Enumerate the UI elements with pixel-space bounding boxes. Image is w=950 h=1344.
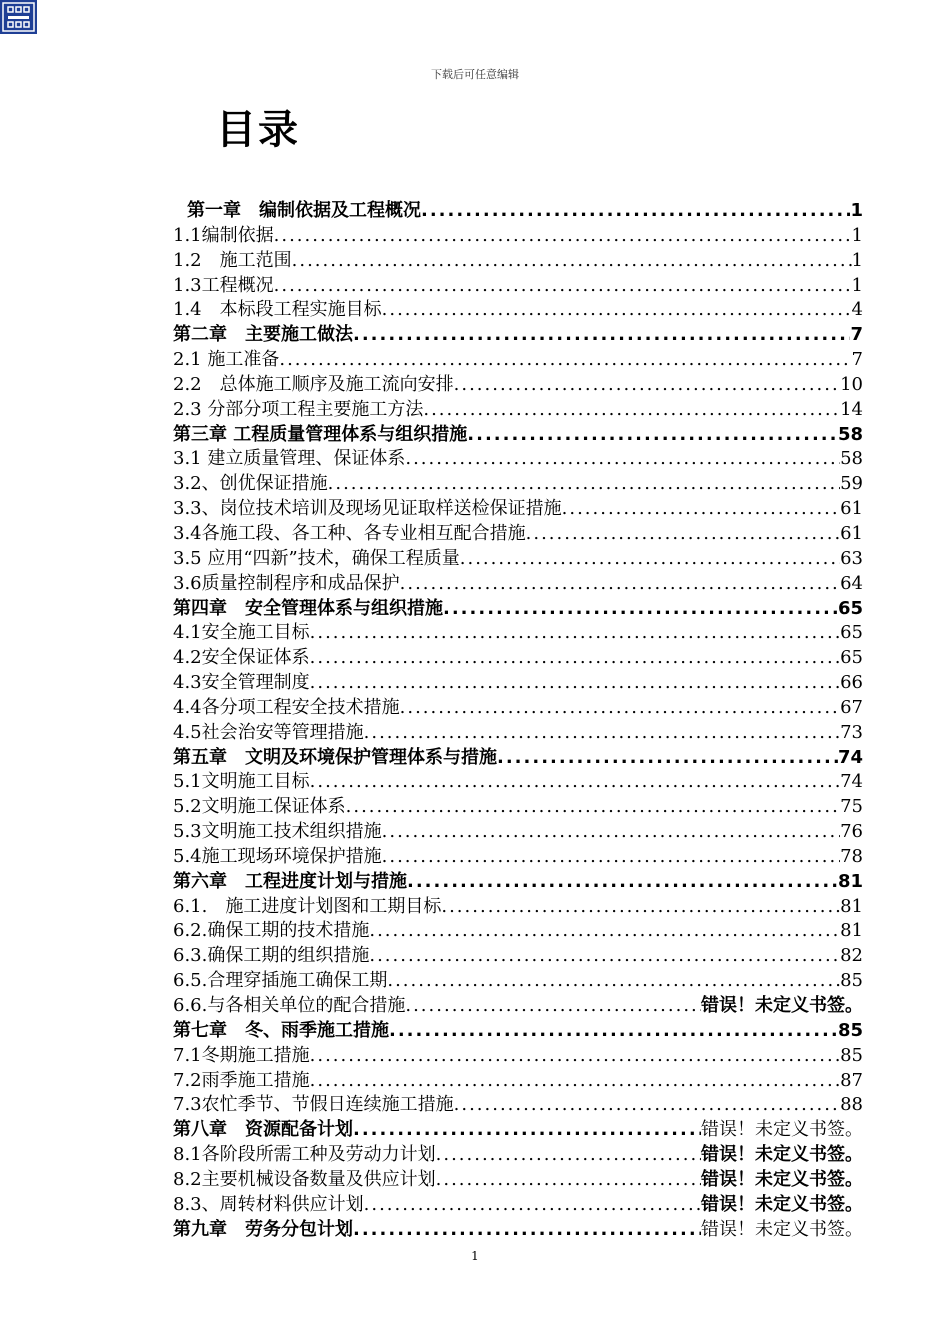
toc-entry-label: 5.3文明施工技术组织措施: [173, 821, 382, 843]
toc-section-entry[interactable]: [173, 348, 863, 373]
toc-leader-dots: [526, 522, 840, 547]
toc-entry-label: 1.1编制依据: [173, 224, 274, 246]
toc-entry-page: 88: [840, 1094, 863, 1116]
toc-entry-label: 第七章 冬、雨季施工措施: [173, 1019, 389, 1041]
toc-leader-dots: [405, 447, 840, 472]
toc-entry-page: 65: [840, 647, 863, 669]
toc-entry-page: 81: [837, 870, 863, 892]
toc-entry-page: 错误！未定义书签。: [701, 1119, 863, 1141]
toc-entry-page: 63: [840, 547, 863, 569]
toc-leader-dots: [400, 572, 840, 597]
toc-entry-label: 3.1 建立质量管理、保证体系: [173, 448, 406, 470]
toc-entry-label: 3.5 应用“四新”技术，确保工程质量: [173, 547, 460, 569]
toc-leader-dots: [436, 1143, 701, 1168]
toc-entry-label: 3.3、岗位技术培训及现场见证取样送检保证措施: [173, 498, 562, 520]
toc-entry-label: 4.3安全管理制度: [173, 672, 310, 694]
toc-leader-dots: [382, 820, 840, 845]
toc-entry-label: 1.2 施工范围: [173, 249, 292, 271]
toc-leader-dots: [369, 944, 840, 969]
toc-section-entry[interactable]: [173, 522, 863, 547]
toc-chapter-entry[interactable]: [173, 323, 863, 348]
toc-leader-dots: [460, 547, 840, 572]
toc-entry-label: 4.5社会治安等管理措施: [173, 721, 364, 743]
toc-section-entry[interactable]: [173, 274, 863, 299]
toc-entry-page: 67: [840, 696, 863, 718]
toc-chapter-entry[interactable]: [173, 1019, 863, 1044]
toc-leader-dots: [382, 845, 840, 870]
toc-entry-label: 5.2文明施工保证体系: [173, 796, 346, 818]
toc-entry-page: 14: [840, 398, 863, 420]
toc-leader-dots: [310, 646, 840, 671]
toc-leader-dots: [467, 423, 838, 448]
toc-leader-dots: [353, 1118, 701, 1143]
toc-entry-page: 64: [840, 572, 863, 594]
toc-entry-page: 78: [840, 845, 863, 867]
toc-entry-page: 1: [851, 249, 863, 271]
page-title: 目录: [216, 107, 300, 153]
toc-entry-page: 85: [840, 1044, 863, 1066]
table-of-contents: [173, 199, 863, 1242]
toc-entry-page: 75: [840, 796, 863, 818]
toc-entry-label: 2.3 分部分项工程主要施工方法: [173, 398, 424, 420]
toc-entry-label: 7.1冬期施工措施: [173, 1044, 310, 1066]
toc-entry-page: 87: [840, 1069, 863, 1091]
toc-entry-page: 1: [851, 274, 863, 296]
toc-entry-page: 73: [840, 721, 863, 743]
toc-leader-dots: [421, 199, 850, 224]
toc-entry-label: 第四章 安全管理体系与组织措施: [173, 597, 443, 619]
toc-section-entry[interactable]: [173, 944, 863, 969]
page-number: 1: [471, 1249, 479, 1263]
toc-entry-label: 5.1文明施工目标: [173, 771, 310, 793]
toc-entry-page: 错误！未定义书签。: [701, 1193, 863, 1215]
toc-entry-label: 8.2主要机械设备数量及供应计划: [173, 1168, 436, 1190]
toc-entry-label: 6.3.确保工期的组织措施: [173, 945, 370, 967]
toc-entry-page: 74: [840, 771, 863, 793]
toc-entry-label: 第六章 工程进度计划与措施: [173, 870, 407, 892]
toc-entry-label: 第一章 编制依据及工程概况: [187, 200, 421, 221]
toc-entry-page: 65: [837, 597, 863, 619]
toc-leader-dots: [497, 746, 838, 771]
toc-section-entry[interactable]: [173, 994, 863, 1019]
toc-entry-page: 59: [840, 473, 863, 495]
toc-section-entry[interactable]: [173, 1193, 863, 1218]
toc-entry-page: 66: [840, 672, 863, 694]
toc-entry-label: 4.4各分项工程安全技术措施: [173, 696, 400, 718]
toc-section-entry[interactable]: [173, 249, 863, 274]
toc-leader-dots: [387, 969, 840, 994]
toc-entry-label: 3.4各施工段、各工种、各专业相互配合措施: [173, 522, 526, 544]
toc-entry-label: 第二章 主要施工做法: [173, 324, 353, 346]
toc-section-entry[interactable]: [173, 696, 863, 721]
company-logo-icon: [0, 0, 37, 34]
toc-entry-label: 第九章 劳务分包计划: [173, 1218, 353, 1240]
toc-leader-dots: [562, 497, 840, 522]
toc-entry-label: 2.2 总体施工顺序及施工流向安排: [173, 373, 454, 395]
toc-leader-dots: [443, 597, 838, 622]
toc-leader-dots: [292, 249, 852, 274]
toc-leader-dots: [310, 621, 840, 646]
toc-entry-label: 1.4 本标段工程实施目标: [173, 299, 382, 321]
toc-chapter-entry[interactable]: [173, 597, 863, 622]
toc-chapter-entry[interactable]: [173, 423, 863, 448]
toc-section-entry[interactable]: [173, 671, 863, 696]
toc-entry-page: 4: [851, 299, 863, 321]
toc-entry-label: 6.5.合理穿插施工确保工期: [173, 970, 388, 992]
toc-entry-page: 错误！未定义书签。: [701, 1218, 863, 1240]
toc-section-entry[interactable]: [173, 1143, 863, 1168]
toc-entry-page: 58: [837, 423, 863, 445]
toc-leader-dots: [407, 870, 838, 895]
toc-entry-label: 第五章 文明及环境保护管理体系与措施: [173, 746, 497, 768]
toc-chapter-entry[interactable]: [173, 1118, 863, 1143]
toc-entry-page: 81: [840, 895, 863, 917]
toc-leader-dots: [279, 348, 851, 373]
toc-entry-label: 6.1. 施工进度计划图和工期目标: [173, 895, 442, 917]
toc-entry-page: 7: [850, 324, 863, 346]
toc-chapter-entry[interactable]: [173, 199, 863, 224]
toc-section-entry[interactable]: [173, 969, 863, 994]
toc-entry-label: 3.2、创优保证措施: [173, 473, 328, 495]
toc-entry-page: 82: [840, 945, 863, 967]
toc-leader-dots: [400, 696, 840, 721]
toc-section-entry[interactable]: [173, 770, 863, 795]
toc-leader-dots: [364, 721, 840, 746]
toc-entry-label: 第八章 资源配备计划: [173, 1119, 353, 1141]
toc-entry-label: 8.3、周转材料供应计划: [173, 1193, 364, 1215]
toc-leader-dots: [436, 1168, 701, 1193]
toc-entry-label: 4.2安全保证体系: [173, 647, 310, 669]
toc-section-entry[interactable]: [173, 795, 863, 820]
toc-leader-dots: [328, 472, 840, 497]
toc-section-entry[interactable]: [173, 895, 863, 920]
toc-entry-label: 6.6.与各相关单位的配合措施: [173, 995, 406, 1016]
toc-leader-dots: [382, 298, 852, 323]
toc-leader-dots: [423, 398, 840, 423]
toc-entry-page: 7: [851, 349, 863, 371]
toc-entry-page: 65: [840, 622, 863, 644]
toc-entry-label: 5.4施工现场环境保护措施: [173, 845, 382, 867]
toc-entry-label: 7.3农忙季节、节假日连续施工措施: [173, 1094, 454, 1116]
toc-leader-dots: [346, 795, 840, 820]
toc-leader-dots: [310, 770, 840, 795]
toc-entry-label: 7.2雨季施工措施: [173, 1069, 310, 1091]
toc-section-entry[interactable]: [173, 398, 863, 423]
toc-chapter-entry[interactable]: [173, 1218, 863, 1243]
toc-leader-dots: [389, 1019, 838, 1044]
toc-entry-page: 错误！未定义书签。: [701, 995, 863, 1016]
toc-leader-dots: [454, 1093, 840, 1118]
toc-entry-label: 4.1安全施工目标: [173, 622, 310, 644]
toc-section-entry[interactable]: [173, 621, 863, 646]
toc-section-entry[interactable]: [173, 1069, 863, 1094]
toc-section-entry[interactable]: [173, 1044, 863, 1069]
toc-section-entry[interactable]: [173, 721, 863, 746]
toc-leader-dots: [310, 1044, 840, 1069]
toc-entry-label: 第三章 工程质量管理体系与组织措施: [173, 423, 468, 445]
toc-section-entry[interactable]: [173, 373, 863, 398]
toc-section-entry[interactable]: [173, 572, 863, 597]
toc-leader-dots: [310, 671, 840, 696]
toc-entry-label: 6.2.确保工期的技术措施: [173, 920, 370, 942]
toc-entry-page: 错误！未定义书签。: [701, 1168, 863, 1190]
toc-section-entry[interactable]: [173, 447, 863, 472]
toc-leader-dots: [405, 994, 701, 1019]
toc-leader-dots: [364, 1193, 701, 1218]
toc-section-entry[interactable]: [173, 472, 863, 497]
toc-entry-page: 61: [840, 522, 863, 544]
toc-section-entry[interactable]: [173, 820, 863, 845]
toc-section-entry[interactable]: [173, 845, 863, 870]
toc-entry-label: 8.1各阶段所需工种及劳动力计划: [173, 1144, 436, 1166]
toc-section-entry[interactable]: [173, 547, 863, 572]
toc-entry-label: 3.6质量控制程序和成品保护: [173, 572, 400, 594]
toc-leader-dots: [454, 373, 840, 398]
toc-entry-page: 76: [840, 821, 863, 843]
toc-entry-page: 58: [840, 448, 863, 470]
toc-leader-dots: [310, 1069, 840, 1094]
toc-section-entry[interactable]: [173, 1168, 863, 1193]
toc-entry-page: 1: [850, 200, 863, 221]
toc-entry-page: 1: [851, 224, 863, 246]
toc-section-entry[interactable]: [173, 224, 863, 249]
toc-leader-dots: [353, 323, 850, 348]
toc-section-entry[interactable]: [173, 646, 863, 671]
toc-leader-dots: [441, 895, 840, 920]
toc-section-entry[interactable]: [173, 298, 863, 323]
toc-entry-page: 74: [837, 746, 863, 768]
toc-leader-dots: [369, 919, 840, 944]
toc-section-entry[interactable]: [173, 497, 863, 522]
toc-leader-dots: [274, 224, 852, 249]
toc-entry-page: 错误！未定义书签。: [701, 1144, 863, 1166]
toc-leader-dots: [274, 274, 852, 299]
toc-entry-page: 85: [840, 970, 863, 992]
toc-entry-page: 10: [840, 373, 863, 395]
toc-entry-label: 2.1 施工准备: [173, 349, 280, 371]
toc-entry-page: 81: [840, 920, 863, 942]
toc-entry-page: 85: [837, 1019, 863, 1041]
toc-leader-dots: [353, 1218, 701, 1243]
toc-entry-page: 61: [840, 498, 863, 520]
toc-entry-label: 1.3工程概况: [173, 274, 274, 296]
toc-chapter-entry[interactable]: [173, 746, 863, 771]
toc-chapter-entry[interactable]: [173, 870, 863, 895]
toc-section-entry[interactable]: [173, 1093, 863, 1118]
toc-section-entry[interactable]: [173, 919, 863, 944]
download-note: 下载后可任意编辑: [431, 68, 519, 81]
